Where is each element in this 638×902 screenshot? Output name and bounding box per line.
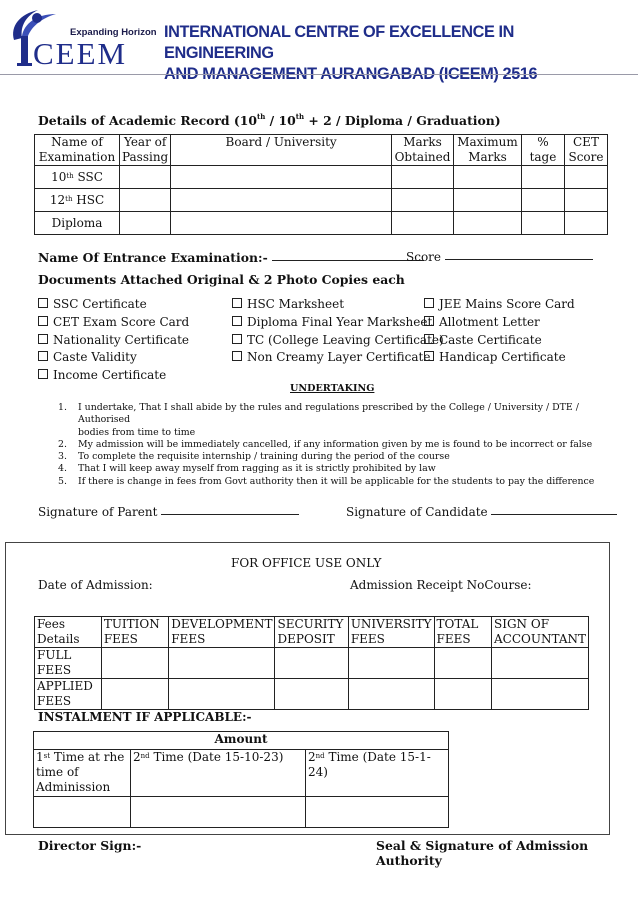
row-label-ssc: 10th SSC — [35, 166, 120, 189]
row-label-applied-fees: APPLIED FEES — [35, 679, 102, 710]
input-cell[interactable] — [119, 212, 170, 235]
first-time-cell: 1st Time at rhe time of Adminission — [34, 750, 131, 797]
amount-header: Amount — [34, 732, 449, 750]
table-row — [35, 189, 608, 212]
input-cell[interactable] — [454, 189, 522, 212]
col-name-of-examination: Name of Examination — [35, 135, 120, 166]
input-cell[interactable] — [348, 679, 434, 710]
undertaking-list — [58, 402, 623, 488]
doc-nationality[interactable]: Nationality Certificate — [38, 333, 189, 347]
doc-diploma[interactable]: Diploma Final Year Marksheet — [232, 315, 432, 329]
list-item: 1. I undertake, That I shall abide by the rules and regulations prescribed by the College / University / DTE / Authorised bodies from time to time — [58, 402, 579, 438]
candidate-signature-label: Signature of Candidate — [346, 505, 488, 519]
input-cell[interactable] — [171, 189, 392, 212]
list-item: 4. That I will keep away myself from ragging as it is strictly prohibited by law — [58, 463, 436, 475]
table-row — [35, 212, 608, 235]
doc-income[interactable]: Income Certificate — [38, 368, 166, 382]
input-cell[interactable] — [564, 189, 607, 212]
col-sign-of-accountant: SIGN OF ACCOUNTANT — [492, 617, 589, 648]
input-cell[interactable] — [101, 679, 168, 710]
doc-ssc[interactable]: SSC Certificate — [38, 297, 147, 311]
input-cell[interactable] — [521, 189, 564, 212]
input-cell[interactable] — [392, 212, 454, 235]
row-label-diploma: Diploma — [35, 212, 120, 235]
table-header-row — [34, 732, 449, 750]
input-cell[interactable] — [101, 648, 168, 679]
input-cell[interactable] — [169, 648, 275, 679]
checkbox-icon[interactable] — [424, 351, 434, 361]
checkbox-icon[interactable] — [38, 298, 48, 308]
office-use-title: FOR OFFICE USE ONLY — [231, 556, 382, 570]
input-cell[interactable] — [169, 679, 275, 710]
input-cell[interactable] — [131, 797, 306, 828]
checkbox-icon[interactable] — [38, 316, 48, 326]
header-divider — [0, 74, 638, 75]
entrance-exam-label: Name Of Entrance Examination:- — [38, 250, 268, 265]
input-cell[interactable] — [564, 166, 607, 189]
checkbox-icon[interactable] — [424, 334, 434, 344]
institution-name — [164, 22, 624, 85]
doc-caste-validity[interactable]: Caste Validity — [38, 350, 137, 364]
fees-table — [34, 616, 589, 710]
list-item: 5. If there is change in fees from Govt authority then it will be applicable for the students to pay the difference — [58, 475, 595, 487]
table-row — [35, 166, 608, 189]
checkbox-icon[interactable] — [424, 298, 434, 308]
input-cell[interactable] — [275, 679, 348, 710]
table-header-row — [35, 135, 608, 166]
parent-signature-line[interactable] — [161, 514, 299, 515]
entrance-exam-field — [38, 250, 424, 265]
doc-tc[interactable]: TC (College Leaving Certificate) — [232, 333, 444, 347]
col-board-university: Board / University — [171, 135, 392, 166]
input-cell[interactable] — [454, 166, 522, 189]
doc-non-creamy[interactable]: Non Creamy Layer Certificate — [232, 350, 430, 364]
checkbox-icon[interactable] — [232, 298, 242, 308]
second-time-cell: 2nd Time (Date 15-10-23) — [131, 750, 306, 797]
input-cell[interactable] — [34, 797, 131, 828]
input-cell[interactable] — [492, 679, 589, 710]
documents-heading: Documents Attached Original & 2 Photo Copies each — [38, 272, 405, 287]
col-fees-details: Fees Details — [35, 617, 102, 648]
input-cell[interactable] — [275, 648, 348, 679]
doc-hsc[interactable]: HSC Marksheet — [232, 297, 344, 311]
col-university-fees: UNIVERSITY FEES — [348, 617, 434, 648]
input-cell[interactable] — [171, 166, 392, 189]
checkbox-icon[interactable] — [232, 351, 242, 361]
checkbox-icon[interactable] — [424, 316, 434, 326]
instalment-table — [33, 731, 449, 828]
input-cell[interactable] — [119, 189, 170, 212]
input-cell[interactable] — [119, 166, 170, 189]
checkbox-icon[interactable] — [232, 316, 242, 326]
doc-handicap[interactable]: Handicap Certificate — [424, 350, 566, 364]
input-cell[interactable] — [434, 679, 491, 710]
institution-name-line2: AND MANAGEMENT AURANGABAD (ICEEM) 2516 — [164, 65, 538, 83]
doc-cet[interactable]: CET Exam Score Card — [38, 315, 189, 329]
undertaking-title: UNDERTAKING — [290, 383, 375, 394]
date-of-admission-label: Date of Admission: — [38, 578, 153, 592]
score-field — [406, 250, 593, 264]
academic-record-heading: Details of Academic Record (10th / 10th + 2 / Diploma / Graduation) — [38, 112, 501, 128]
score-label: Score — [406, 250, 442, 264]
list-item: 3. To complete the requisite internship / training during the period of the course — [58, 451, 450, 463]
table-row — [34, 797, 449, 828]
input-cell[interactable] — [454, 212, 522, 235]
parent-signature-field — [38, 505, 299, 519]
checkbox-icon[interactable] — [38, 334, 48, 344]
checkbox-icon[interactable] — [232, 334, 242, 344]
logo-text: CEEM — [33, 36, 128, 71]
candidate-signature-field — [346, 505, 617, 519]
col-tuition-fees: TUITION FEES — [101, 617, 168, 648]
input-cell[interactable] — [564, 212, 607, 235]
col-security-deposit: SECURITY DEPOSIT — [275, 617, 348, 648]
table-row — [34, 750, 449, 797]
checkbox-icon[interactable] — [38, 369, 48, 379]
col-year-of-passing: Year of Passing — [119, 135, 170, 166]
input-cell[interactable] — [392, 166, 454, 189]
instalment-heading: INSTALMENT IF APPLICABLE:- — [38, 710, 252, 724]
list-item: 2. My admission will be immediately cancelled, if any information given by me is found to be incorrect or false — [58, 438, 593, 450]
col-development-fees: DEVELOPMENT FEES — [169, 617, 275, 648]
score-line[interactable] — [445, 259, 593, 260]
entrance-exam-line[interactable] — [272, 260, 424, 261]
input-cell[interactable] — [521, 212, 564, 235]
table-row — [35, 648, 589, 679]
doc-jee[interactable]: JEE Mains Score Card — [424, 297, 575, 311]
col-percentage: % tage — [521, 135, 564, 166]
input-cell[interactable] — [434, 648, 491, 679]
col-total-fees: TOTAL FEES — [434, 617, 491, 648]
doc-caste[interactable]: Caste Certificate — [424, 333, 542, 347]
director-sign-label: Director Sign:- — [38, 838, 142, 853]
admission-receipt-label: Admission Receipt NoCourse: — [350, 578, 532, 592]
input-cell[interactable] — [171, 212, 392, 235]
candidate-signature-line[interactable] — [491, 514, 617, 515]
institution-name-line1: INTERNATIONAL CENTRE OF EXCELLENCE IN ENGINEERING — [164, 23, 515, 62]
doc-allotment[interactable]: Allotment Letter — [424, 315, 540, 329]
row-label-full-fees: FULL FEES — [35, 648, 102, 679]
col-cet-score: CET Score — [564, 135, 607, 166]
input-cell[interactable] — [392, 189, 454, 212]
col-maximum-marks: Maximum Marks — [454, 135, 522, 166]
input-cell[interactable] — [521, 166, 564, 189]
academic-record-table — [34, 134, 608, 235]
col-marks-obtained: Marks Obtained — [392, 135, 454, 166]
table-header-row — [35, 617, 589, 648]
input-cell[interactable] — [348, 648, 434, 679]
input-cell[interactable] — [492, 648, 589, 679]
checkbox-icon[interactable] — [38, 351, 48, 361]
seal-signature-label: Seal & Signature of Admission Authority — [376, 838, 589, 868]
third-time-cell: 2nd Time (Date 15-1-24) — [306, 750, 449, 797]
table-row — [35, 679, 589, 710]
parent-signature-label: Signature of Parent — [38, 505, 158, 519]
row-label-hsc: 12th HSC — [35, 189, 120, 212]
input-cell[interactable] — [306, 797, 449, 828]
logo-tagline: Expanding Horizon — [70, 27, 157, 38]
